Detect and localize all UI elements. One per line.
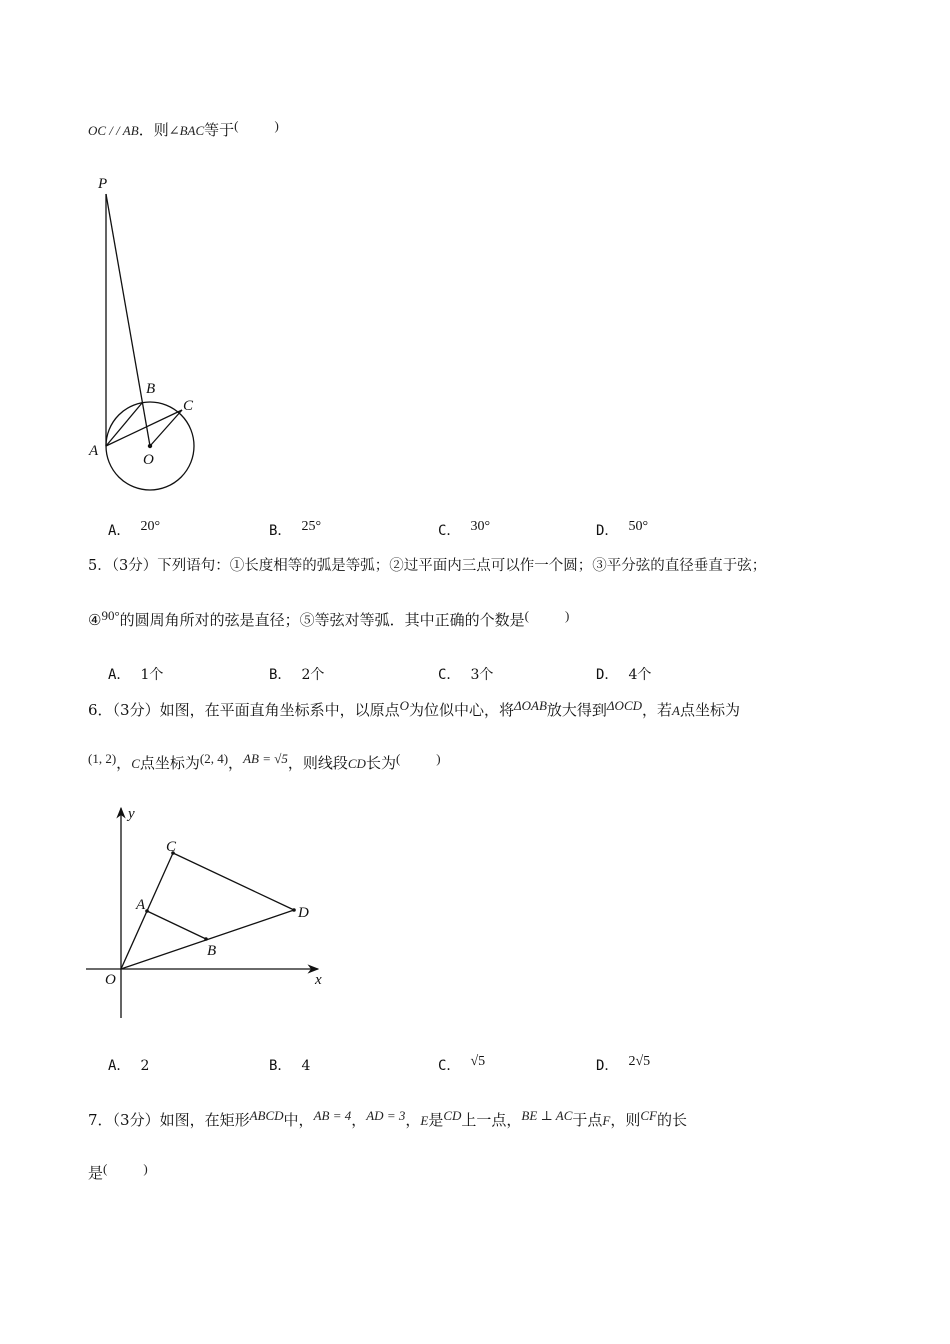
q4-label-o: O [143,452,154,468]
q4-label-a: A [89,443,99,459]
q5-option-c[interactable]: C． 3个 [438,667,494,683]
q6-point-b [204,937,208,941]
q6-stem-line1: 6．（3分）如图，在平面直角坐标系中，以原点O为位似中心，将ΔOAB放大得到ΔOCD，若A点坐标为 [88,698,740,719]
q4-segment-oc [150,410,182,446]
q6-label-o: O [105,972,116,988]
q4-stem-tail: OC / / AB．则∠BAC等于( ) [88,118,279,139]
q4-option-c[interactable]: C． 30° [438,519,491,539]
q6-label-c: C [166,839,177,855]
q6-label-x: x [315,972,322,988]
q4-label-c: C [183,398,194,414]
q6-figure [80,800,340,1025]
q4-oc-parallel-ab: OC / / AB [88,123,139,138]
q6-option-a[interactable]: A． 2 [108,1058,150,1074]
q4-angle-bac: ∠BAC [168,123,205,138]
q6-segment-ab [147,911,206,939]
q4-figure [80,170,220,500]
q4-option-d[interactable]: D． 50° [596,519,649,539]
q6-stem-line2: (1, 2)，C点坐标为(2, 4)，AB = √5，则线段CD长为( ) [88,751,441,772]
q4-option-a[interactable]: A． 20° [108,519,161,539]
q6-label-y: y [128,806,135,822]
q5-stem-line1: 5．（3分）下列语句：①长度相等的弧是等弧；②过平面内三点可以作一个圆；③平分弦的直径垂直于弦； [88,558,767,574]
q6-label-a: A [136,897,146,913]
q5-option-b[interactable]: B． 2个 [269,667,325,683]
q6-label-d: D [298,905,309,921]
q4-label-b: B [146,381,156,397]
q6-point-a [145,909,149,913]
q6-option-b[interactable]: B． 4 [269,1058,311,1074]
q6-point-d [292,908,296,912]
q6-label-b: B [207,943,217,959]
q5-option-a[interactable]: A． 1个 [108,667,164,683]
q4-label-p: P [98,176,108,192]
q5-stem-line2: ④90°的圆周角所对的弦是直径；⑤等弦对等弧．其中正确的个数是( ) [88,608,570,629]
q7-stem-line1: 7．（3分）如图，在矩形ABCD中，AB = 4，AD = 3，E是CD上一点，BE ⊥ AC于点F，则CF的长 [88,1108,688,1129]
q4-center-dot [148,444,152,448]
q4-option-b[interactable]: B． 25° [269,519,322,539]
q6-option-d[interactable]: D． 2√5 [596,1054,651,1074]
q7-stem-line2: 是( ) [88,1161,148,1182]
q6-segment-cd [173,853,294,910]
q6-option-c[interactable]: C． √5 [438,1054,486,1074]
q5-option-d[interactable]: D． 4个 [596,667,652,683]
